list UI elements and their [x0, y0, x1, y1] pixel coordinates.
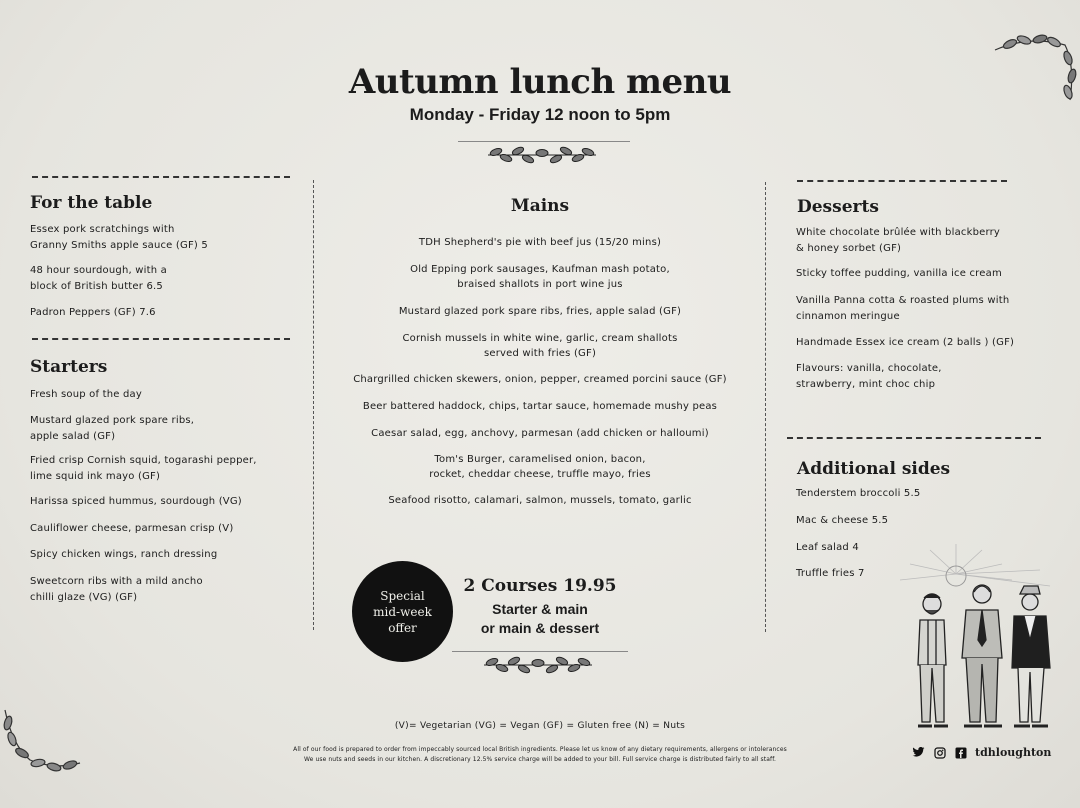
section-rule	[787, 437, 1041, 439]
offer-line: Starter & main	[492, 601, 588, 617]
menu-item: Mustard glazed pork spare ribs, apple salad (GF)	[30, 415, 195, 442]
title-divider	[458, 141, 630, 142]
facebook-icon[interactable]	[954, 746, 967, 759]
menu-item: Flavours: vanilla, chocolate, strawberry, mint choc chip	[796, 363, 942, 390]
offer-line: or main & dessert	[480, 620, 600, 636]
offer-price: 2 Courses 19.95	[463, 576, 617, 596]
menu-item: White chocolate brûlée with blackberry & honey sorbet (GF)	[796, 227, 1001, 254]
footer-note: All of our food is prepared to order from impeccably sourced local British ingredients. Please let us know of any dietary requirements, allergens or intolerances	[293, 746, 787, 753]
section-title-mains: Mains	[510, 196, 570, 216]
page-title: Autumn lunch menu	[348, 62, 732, 102]
menu-item: Sweetcorn ribs with a mild ancho chilli glaze (VG) (GF)	[30, 576, 203, 603]
foliage-corner-bottom-left	[0, 705, 90, 785]
menu-item: Tenderstem broccoli 5.5	[796, 488, 921, 499]
section-rule	[32, 338, 290, 340]
section-rule	[32, 176, 290, 178]
social-handle[interactable]: tdhloughton	[975, 746, 1052, 759]
social-links	[912, 746, 1051, 759]
menu-item: Harissa spiced hummus, sourdough (VG)	[30, 496, 242, 507]
menu-item: Vanilla Panna cotta & roasted plums with cinnamon meringue	[796, 295, 1010, 322]
column-divider-right	[765, 182, 766, 632]
menu-item: Leaf salad 4	[796, 542, 859, 553]
dietary-legend: (V)= Vegetarian (VG) = Vegan (GF) = Gluten free (N) = Nuts	[394, 721, 686, 731]
menu-item: Cornish mussels in white wine, garlic, cream shallots served with fries (GF)	[402, 333, 678, 359]
menu-item: Essex pork scratchings with Granny Smiths apple sauce (GF) 5	[30, 224, 208, 251]
menu-item: Cauliflower cheese, parmesan crisp (V)	[30, 523, 234, 534]
twitter-icon[interactable]	[912, 746, 925, 759]
menu-item: Padron Peppers (GF) 7.6	[30, 307, 156, 318]
section-rule	[797, 180, 1007, 182]
section-title-starters: Starters	[30, 357, 108, 377]
menu-item: Caesar salad, egg, anchovy, parmesan (add chicken or halloumi)	[371, 428, 709, 439]
menu-item: Fried crisp Cornish squid, togarashi pepper, lime squid ink mayo (GF)	[30, 455, 257, 482]
menu-item: Old Epping pork sausages, Kaufman mash potato, braised shallots in port wine jus	[410, 264, 670, 290]
instagram-icon[interactable]	[933, 746, 946, 759]
offer-divider	[452, 651, 628, 652]
section-title-for-the-table: For the table	[30, 193, 153, 213]
menu-item: Sticky toffee pudding, vanilla ice cream	[796, 268, 1002, 279]
section-title-desserts: Desserts	[797, 197, 879, 217]
foliage-divider-top	[484, 143, 600, 169]
menu-item: Mac & cheese 5.5	[796, 515, 889, 526]
menu-item: Beer battered haddock, chips, tartar sauce, homemade mushy peas	[362, 401, 718, 412]
foliage-divider-bottom	[480, 653, 596, 679]
section-title-sides: Additional sides	[797, 459, 951, 479]
menu-item: Handmade Essex ice cream (2 balls ) (GF)	[796, 337, 1015, 348]
menu-item: Seafood risotto, calamari, salmon, mussels, tomato, garlic	[388, 495, 692, 506]
menu-item: Tom's Burger, caramelised onion, bacon, rocket, cheddar cheese, truffle mayo, fries	[429, 454, 651, 480]
footer-note: We use nuts and seeds in our kitchen. A discretionary 12.5% service charge will be added to your bill. Full service charge is distributed fairly to all staff.	[303, 756, 776, 763]
page-subtitle: Monday - Friday 12 noon to 5pm	[409, 105, 671, 124]
menu-item: Fresh soup of the day	[30, 389, 142, 400]
menu-item: Spicy chicken wings, ranch dressing	[30, 549, 218, 560]
three-gentlemen-illustration	[890, 540, 1060, 740]
menu-item: Mustard glazed pork spare ribs, fries, apple salad (GF)	[398, 306, 682, 317]
menu-item: Truffle fries 7	[796, 568, 865, 579]
column-divider-left	[313, 180, 314, 630]
menu-item: Chargrilled chicken skewers, onion, pepper, creamed porcini sauce (GF)	[353, 374, 727, 385]
menu-item: 48 hour sourdough, with a block of British butter 6.5	[30, 265, 167, 292]
menu-item: TDH Shepherd's pie with beef jus (15/20 mins)	[418, 237, 662, 248]
special-offer-badge: Special mid-week offer	[352, 561, 453, 662]
